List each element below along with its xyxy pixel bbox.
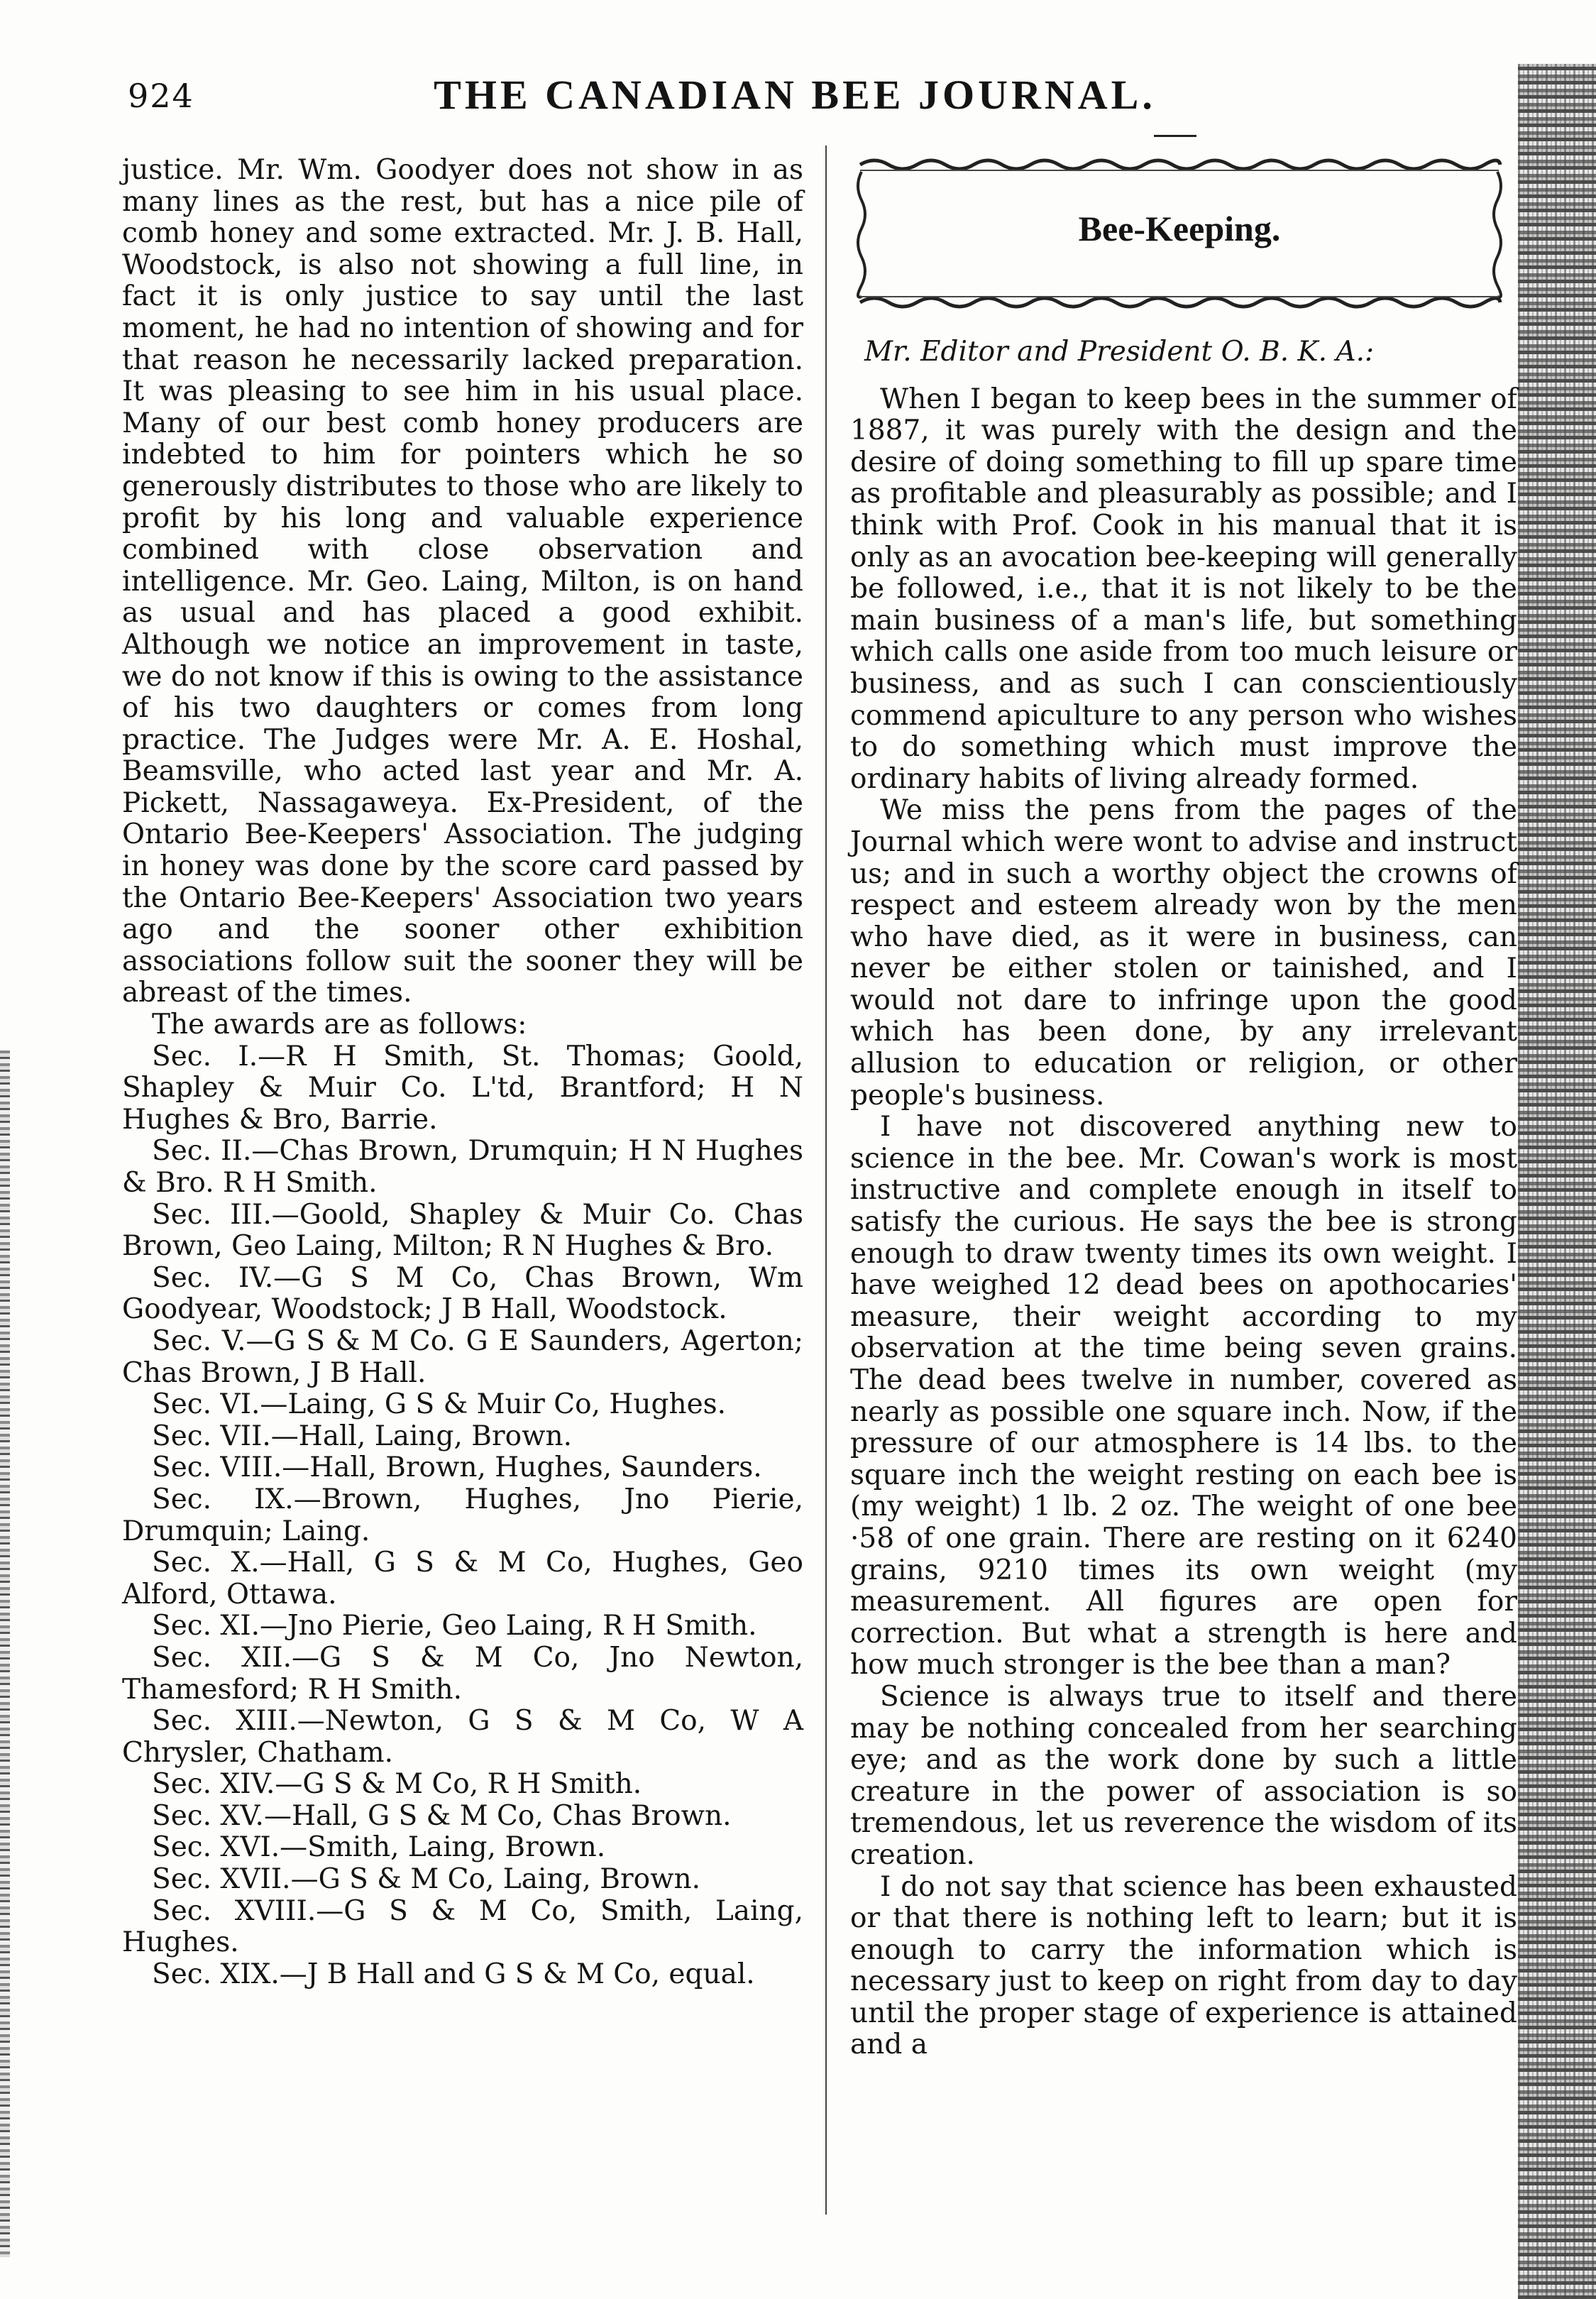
award-section: Sec. XI.—Jno Pierie, Geo Laing, R H Smith.	[152, 1610, 757, 1642]
award-section: Sec. XIII.—Newton, G S & M Co, W A Chrysler, Chatham.	[122, 1705, 803, 1769]
award-section: Sec. XVII.—G S & M Co, Laing, Brown.	[152, 1863, 700, 1896]
salutation: Mr. Editor and President O. B. K. A.:	[864, 336, 1375, 368]
left-column	[122, 155, 803, 1990]
award-section: Sec. VIII.—Hall, Brown, Hughes, Saunders.	[152, 1452, 762, 1484]
award-section: Sec. V.—G S & M Co. G E Saunders, Agerton; Chas Brown, J B Hall.	[122, 1324, 803, 1389]
journal-title: THE CANADIAN BEE JOURNAL.	[434, 72, 1156, 118]
scan-edge-right	[1518, 64, 1596, 2299]
award-section: Sec. XV.—Hall, G S & M Co, Chas Brown.	[152, 1799, 732, 1832]
page-header	[114, 71, 1476, 135]
award-section: Sec. XVIII.—G S & M Co, Smith, Laing, Hughes.	[122, 1894, 803, 1959]
article-paragraph: We miss the pens from the pages of the Journal which were wont to advise and instruct us; and in such a worthy object the crowns of respect and esteem already won by the men who have died, as it were in business, can never be either stolen or tainished, and I would not dare to infringe upon the good which has been done, by any irrelevant allusion to education or religion, or other people's business.	[850, 794, 1517, 1112]
article-paragraph: justice. Mr. Wm. Goodyer does not show in as many lines as the rest, but has a nice pile of comb honey and some extracted. Mr. J. B. Hall, Woodstock, is also not showing a full line, in fact it is only justice to say until the last moment, he had no intention of showing and for that reason he necessarily lacked preparation. It was pleasing to see him in his usual place. Many of our best comb honey producers are indebted to him for pointers which he so generously distributes to those who are likely to profit by his long and valuable experience combined with close observation and intelligence. Mr. Geo. Laing, Milton, is on hand as usual and has placed a good exhibit. Although we notice an improvement in taste, we do not know if this is owing to the assistance of his two daughters or comes from long practice. The Judges were Mr. A. E. Hoshal, Beamsville, who acted last year and Mr. A. Pickett, Nassagaweya. Ex-President, of the Ontario Bee-Keepers' Association. The judging in honey was done by the score card passed by the Ontario Bee-Keepers' Association two years ago and the sooner other exhibition associations follow suit the sooner they will be abreast of the times.	[122, 154, 803, 1009]
article-paragraph: Science is always true to itself and there may be nothing concealed from her searching eye; and as the work done by such a little creature in the power of association is so tremendous, let us reverence the wisdom of its creation.	[850, 1680, 1517, 1871]
section-title: Bee-Keeping.	[1078, 209, 1281, 248]
award-section: Sec. XVI.—Smith, Laing, Brown.	[152, 1831, 606, 1864]
article-paragraph: I do not say that science has been exhausted or that there is nothing left to learn; but it is enough to carry the information which is necessary just to keep on right from day to day until the proper stage of experience is attained and a	[850, 1870, 1517, 2061]
article-paragraph: When I began to keep bees in the summer of 1887, it was purely with the design and the desire of doing something to fill up spare time as profitable and pleasurably as possible; and I think with Prof. Cook in his manual that it is only as an avocation bee-keeping will generally be followed, i.e., that it is not likely to be the main business of a man's life, but something which calls one aside from too much leisure or business, and as such I can conscientiously commend apiculture to any person who wishes to do something which must improve the ordinary habits of living already formed.	[850, 383, 1517, 795]
awards-intro: The awards are as follows:	[152, 1009, 527, 1041]
award-section: Sec. IX.—Brown, Hughes, Jno Pierie, Drumquin; Laing.	[122, 1483, 803, 1547]
award-section: Sec. III.—Goold, Shapley & Muir Co. Chas Brown, Geo Laing, Milton; R N Hughes & Bro.	[122, 1198, 803, 1263]
award-section: Sec. XIV.—G S & M Co, R H Smith.	[152, 1768, 642, 1801]
award-section: Sec. XII.—G S & M Co, Jno Newton, Thamesford; R H Smith.	[122, 1641, 803, 1706]
column-top-rule	[1154, 135, 1196, 137]
right-column	[850, 155, 1517, 2061]
section-banner	[853, 155, 1506, 312]
page-number: 924	[128, 77, 194, 115]
award-section: Sec. IV.—G S M Co, Chas Brown, Wm Goodyear, Woodstock; J B Hall, Woodstock.	[122, 1261, 803, 1326]
award-section: Sec. II.—Chas Brown, Drumquin; H N Hughes & Bro. R H Smith.	[122, 1135, 803, 1199]
award-section: Sec. X.—Hall, G S & M Co, Hughes, Geo Alford, Ottawa.	[122, 1547, 803, 1611]
column-divider	[825, 146, 827, 2215]
article-paragraph: I have not discovered anything new to science in the bee. Mr. Cowan's work is most instructive and complete enough in itself to satisfy the curious. He says the bee is strong enough to draw twenty times its own weight. I have weighed 12 dead bees on apothocaries' measure, their weight according to my observation at the time being seven grains. The dead bees twelve in number, covered as nearly as possible one square inch. Now, if the pressure of our atmosphere is 14 lbs. to the square inch the weight resting on each bee is (my weight) 1 lb. 2 oz. The weight of one bee ·58 of one grain. There are resting on it 6240 grains, 9210 times its own weight (my measurement. All figures are open for correction. But what a strength is here and how much stronger is the bee than a man?	[850, 1111, 1517, 1681]
award-section: Sec. I.—R H Smith, St. Thomas; Goold, Shapley & Muir Co. L'td, Brantford; H N Hughes & Bro, Barrie.	[122, 1040, 803, 1136]
award-section: Sec. XIX.—J B Hall and G S & M Co, equal.	[152, 1958, 755, 1990]
award-section: Sec. VII.—Hall, Laing, Brown.	[152, 1420, 572, 1452]
award-section: Sec. VI.—Laing, G S & Muir Co, Hughes.	[152, 1388, 727, 1421]
scan-edge-left	[0, 1050, 10, 2257]
